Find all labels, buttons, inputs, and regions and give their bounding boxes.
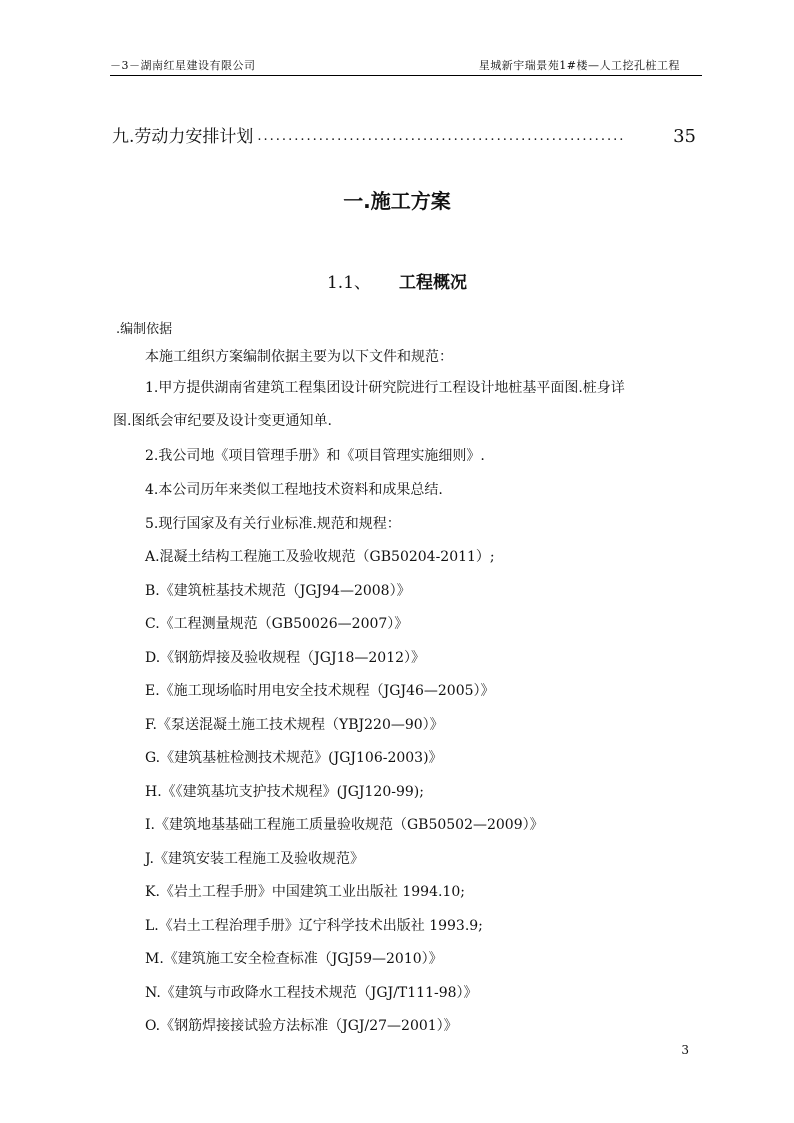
list-item-line: 1.甲方提供湖南省建筑工程集团设计研究院进行工程设计地桩基平面图.桩身详: [145, 380, 625, 396]
list-item: L.《岩土工程治理手册》辽宁科学技术出版社 1993.9;: [145, 918, 483, 934]
list-item: K.《岩土工程手册》中国建筑工业出版社 1994.10;: [145, 884, 465, 900]
subsection-heading: [0, 268, 794, 293]
toc-leader-dots: ............................................................: [257, 129, 626, 144]
page-number: 3: [681, 1043, 689, 1057]
list-item-line: 图.图纸会审纪要及设计变更通知单.: [113, 413, 332, 429]
toc-label: 九.劳动力安排计划: [112, 127, 254, 147]
basis-heading: .编制依据: [116, 322, 173, 337]
header-rule: [110, 75, 702, 76]
list-item: H.《《建筑基坑支护技术规程》(JGJ120-99);: [145, 784, 424, 800]
list-item: E.《施工现场临时用电安全技术规程（JGJ46—2005）》: [145, 683, 495, 699]
list-item: 2.我公司地《项目管理手册》和《项目管理实施细则》.: [145, 448, 485, 464]
list-item: J.《建筑安装工程施工及验收规范》: [145, 851, 364, 867]
header-company: －3－湖南红星建设有限公司: [110, 59, 256, 72]
page-header: [110, 55, 702, 75]
header-project: 星城新宇瑞景苑1#楼—人工挖孔桩工程: [478, 59, 680, 72]
list-item: B.《建筑桩基技术规范（JGJ94—2008）》: [145, 583, 411, 599]
list-item: M.《建筑施工安全检查标准（JGJ59—2010）》: [145, 951, 443, 967]
list-item: [113, 372, 703, 438]
list-item: O.《钢筋焊接接试验方法标准（JGJ/27—2001）》: [145, 1018, 458, 1034]
list-item: I.《建筑地基基础工程施工质量验收规范（GB50502—2009）》: [145, 817, 544, 833]
list-item: F.《泵送混凝土施工技术规程（YBJ220—90）》: [145, 717, 444, 733]
intro-paragraph: 本施工组织方案编制依据主要为以下文件和规范：: [145, 349, 453, 365]
list-item: N.《建筑与市政降水工程技术规范（JGJ/T111-98）》: [145, 985, 478, 1001]
list-item: C.《工程测量规范（GB50026—2007）》: [145, 616, 409, 632]
toc-entry: [112, 123, 696, 147]
list-item: G.《建筑基桩检测技术规范》(JGJ106-2003)》: [145, 750, 443, 766]
subsection-title: 工程概况: [399, 273, 468, 293]
list-item: D.《钢筋焊接及验收规程（JGJ18—2012）》: [145, 650, 426, 666]
list-item: 5.现行国家及有关行业标准.规范和规程：: [145, 516, 401, 532]
toc-page-number: 35: [673, 126, 696, 147]
section-title: 一.施工方案: [343, 189, 451, 213]
list-item: 4.本公司历年来类似工程地技术资料和成果总结.: [145, 482, 443, 498]
list-item: A.混凝土结构工程施工及验收规范（GB50204-2011）;: [145, 549, 495, 565]
subsection-number: 1.1、: [326, 273, 372, 293]
